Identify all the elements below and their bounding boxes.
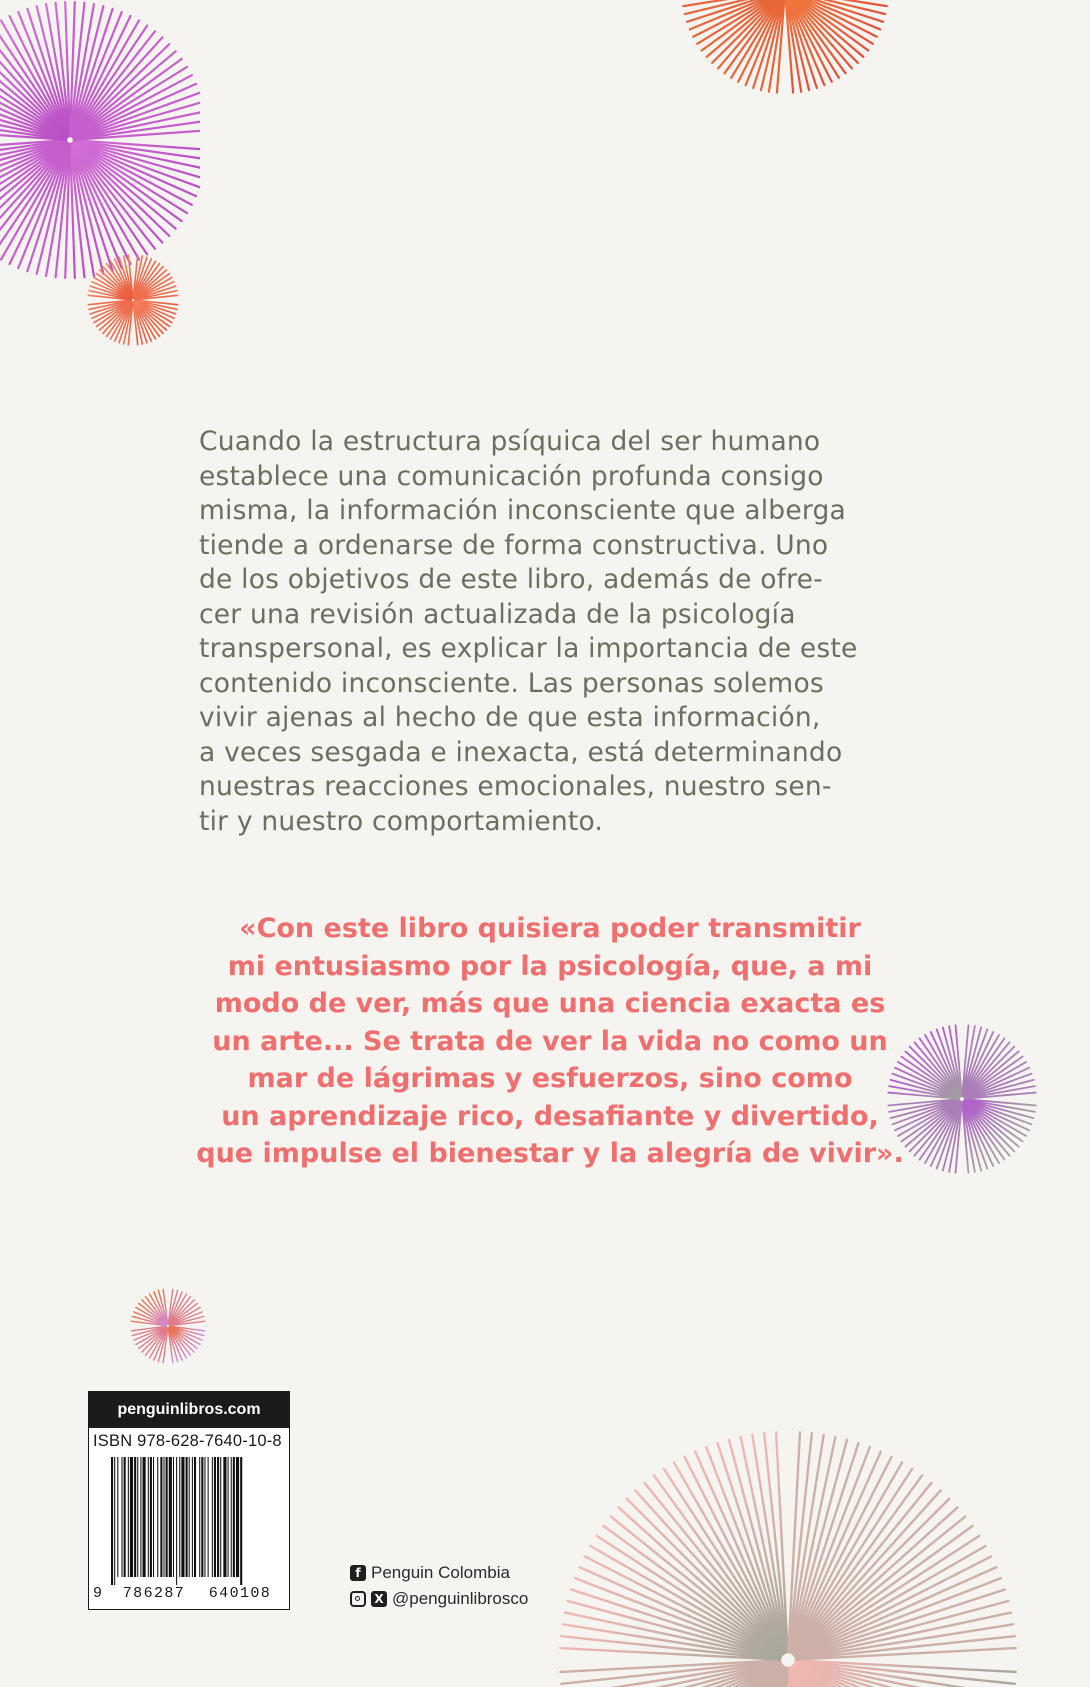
- description-line: de los objetivos de este libro, además de ofre-: [199, 564, 823, 595]
- facebook-icon: f: [350, 1565, 366, 1581]
- x-icon: X: [371, 1591, 387, 1607]
- social-handles: [350, 1589, 528, 1609]
- description-line: establece una comunicación profunda consigo: [199, 460, 824, 492]
- description-line: Cuando la estructura psíquica del ser humano: [199, 426, 821, 457]
- social-handle: @penguinlibrosco: [392, 1589, 529, 1608]
- starburst-small-orange-left: [85, 250, 181, 350]
- description-line: contenido inconsciente. Las personas solemos: [199, 667, 824, 699]
- barcode-lead-digit: 9: [93, 1585, 103, 1602]
- quote-line: «Con este libro quisiera poder transmitir: [239, 913, 861, 944]
- barcode-group-1: 786287: [122, 1585, 186, 1602]
- description-line: misma, la información inconsciente que alberga: [199, 495, 846, 526]
- social-facebook: [350, 1563, 510, 1583]
- description-line: cer una revisión actualizada de la psicología: [199, 598, 796, 630]
- instagram-icon: [350, 1591, 366, 1607]
- quote-line: mi entusiasmo por la psicología, que, a mi: [227, 950, 873, 982]
- isbn-label: ISBN 978-628-7640-10-8: [93, 1432, 282, 1450]
- quote-line: mar de lágrimas y esfuerzos, sino como: [247, 1063, 853, 1094]
- starburst-top-left: [0, 0, 200, 290]
- back-cover-description: [199, 425, 894, 839]
- description-line: a veces sesgada e inexacta, está determinando: [199, 736, 843, 768]
- description-line: nuestras reacciones emocionales, nuestro sen-: [199, 771, 832, 802]
- description-line: tir y nuestro comportamiento.: [199, 805, 604, 837]
- description-line: transpersonal, es explicar la importancia de este: [199, 633, 858, 664]
- facebook-page-name: Penguin Colombia: [371, 1563, 510, 1582]
- barcode-group-2: 640108: [208, 1585, 272, 1602]
- barcode-panel: [88, 1391, 290, 1610]
- starburst-bottom-right: [548, 1420, 1028, 1687]
- description-line: vivir ajenas al hecho de que esta información,: [199, 702, 821, 733]
- author-quote: [180, 910, 920, 1173]
- starburst-small-bottom-left: [128, 1286, 208, 1366]
- quote-line: un aprendizaje rico, desafiante y divertido,: [221, 1100, 879, 1132]
- quote-line: modo de ver, más que una ciencia exacta es: [214, 988, 886, 1019]
- website-label: penguinlibros.com: [89, 1392, 289, 1428]
- quote-line: que impulse el bienestar y la alegría de vivir».: [196, 1138, 904, 1169]
- quote-line: un arte... Se trata de ver la vida no como un: [212, 1025, 888, 1057]
- description-line: tiende a ordenarse de forma constructiva. Uno: [199, 529, 829, 561]
- barcode-bars: [111, 1457, 283, 1585]
- starburst-top-right: [680, 0, 890, 110]
- barcode-digits: [93, 1585, 287, 1602]
